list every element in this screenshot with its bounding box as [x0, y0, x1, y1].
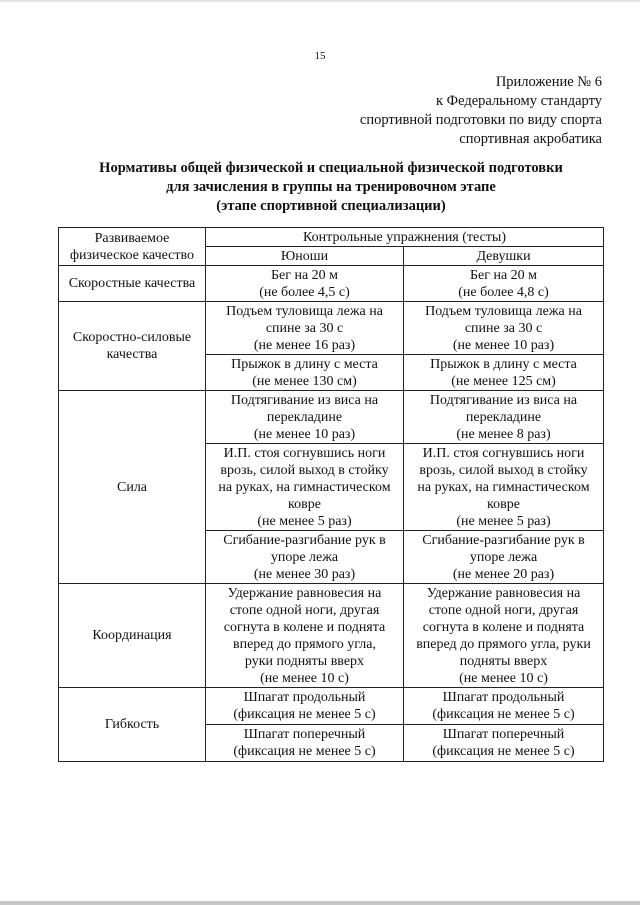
test-cell: Прыжок в длину с места (не менее 130 см)	[206, 355, 404, 391]
title-line: для зачисления в группы на тренировочном этапе	[166, 179, 496, 195]
test-cell: Шпагат продольный (фиксация не менее 5 с)	[206, 688, 404, 725]
page-number: 15	[314, 50, 326, 62]
title-line: Нормативы общей физической и специальной физической подготовки	[99, 160, 563, 176]
test-cell: Подъем туловища лежа на спине за 30 с (не менее 10 раз)	[404, 302, 604, 355]
appendix-line: Приложение № 6	[495, 74, 602, 90]
appendix-line: к Федеральному стандарту	[435, 93, 602, 109]
test-cell: Бег на 20 м (не более 4,5 с)	[206, 266, 404, 302]
appendix-line: спортивная акробатика	[459, 131, 602, 147]
test-cell: Подтягивание из виса на перекладине (не менее 10 раз)	[206, 391, 404, 444]
test-cell: Подтягивание из виса на перекладине (не менее 8 раз)	[404, 391, 604, 444]
test-cell: И.П. стоя согнувшись ноги врозь, силой выход в стойку на руках, на гимнастическом ковре (не менее 5 раз)	[404, 444, 604, 531]
header-boys: Юноши	[206, 247, 404, 266]
header-tests: Контрольные упражнения (тесты)	[206, 228, 604, 247]
appendix-header	[360, 73, 602, 149]
test-cell: Удержание равновесия на стопе одной ноги, другая согнута в колене и поднята вперед до прямого угла, руки подняты вверх (не менее 10 с)	[404, 584, 604, 688]
scan-top-edge	[0, 0, 640, 2]
title-line: (этапе спортивной специализации)	[216, 198, 446, 214]
test-cell: Удержание равновесия на стопе одной ноги, другая согнута в колене и поднята вперед до прямого угла, руки подняты вверх (не менее 10 с)	[206, 584, 404, 688]
quality-speed-strength: Скоростно-силовые качества	[59, 302, 206, 391]
test-cell: Шпагат поперечный (фиксация не менее 5 с)	[404, 725, 604, 762]
quality-strength: Сила	[59, 391, 206, 584]
test-cell: Прыжок в длину с места (не менее 125 см)	[404, 355, 604, 391]
test-cell: Шпагат поперечный (фиксация не менее 5 с)	[206, 725, 404, 762]
test-cell: Сгибание-разгибание рук в упоре лежа (не менее 20 раз)	[404, 531, 604, 584]
test-cell: Шпагат продольный (фиксация не менее 5 с)	[404, 688, 604, 725]
test-cell: Бег на 20 м (не более 4,8 с)	[404, 266, 604, 302]
header-quality: Развиваемое физическое качество	[59, 228, 206, 266]
standards-table	[58, 227, 604, 762]
test-cell: Сгибание-разгибание рук в упоре лежа (не менее 30 раз)	[206, 531, 404, 584]
quality-flexibility: Гибкость	[59, 688, 206, 762]
test-cell: Подъем туловища лежа на спине за 30 с (не менее 16 раз)	[206, 302, 404, 355]
document-title	[60, 159, 602, 216]
quality-coordination: Координация	[59, 584, 206, 688]
appendix-line: спортивной подготовки по виду спорта	[359, 112, 602, 128]
test-cell: И.П. стоя согнувшись ноги врозь, силой выход в стойку на руках, на гимнастическом ковре (не менее 5 раз)	[206, 444, 404, 531]
quality-speed: Скоростные качества	[59, 266, 206, 302]
scan-bottom-edge	[0, 901, 640, 905]
header-girls: Девушки	[404, 247, 604, 266]
